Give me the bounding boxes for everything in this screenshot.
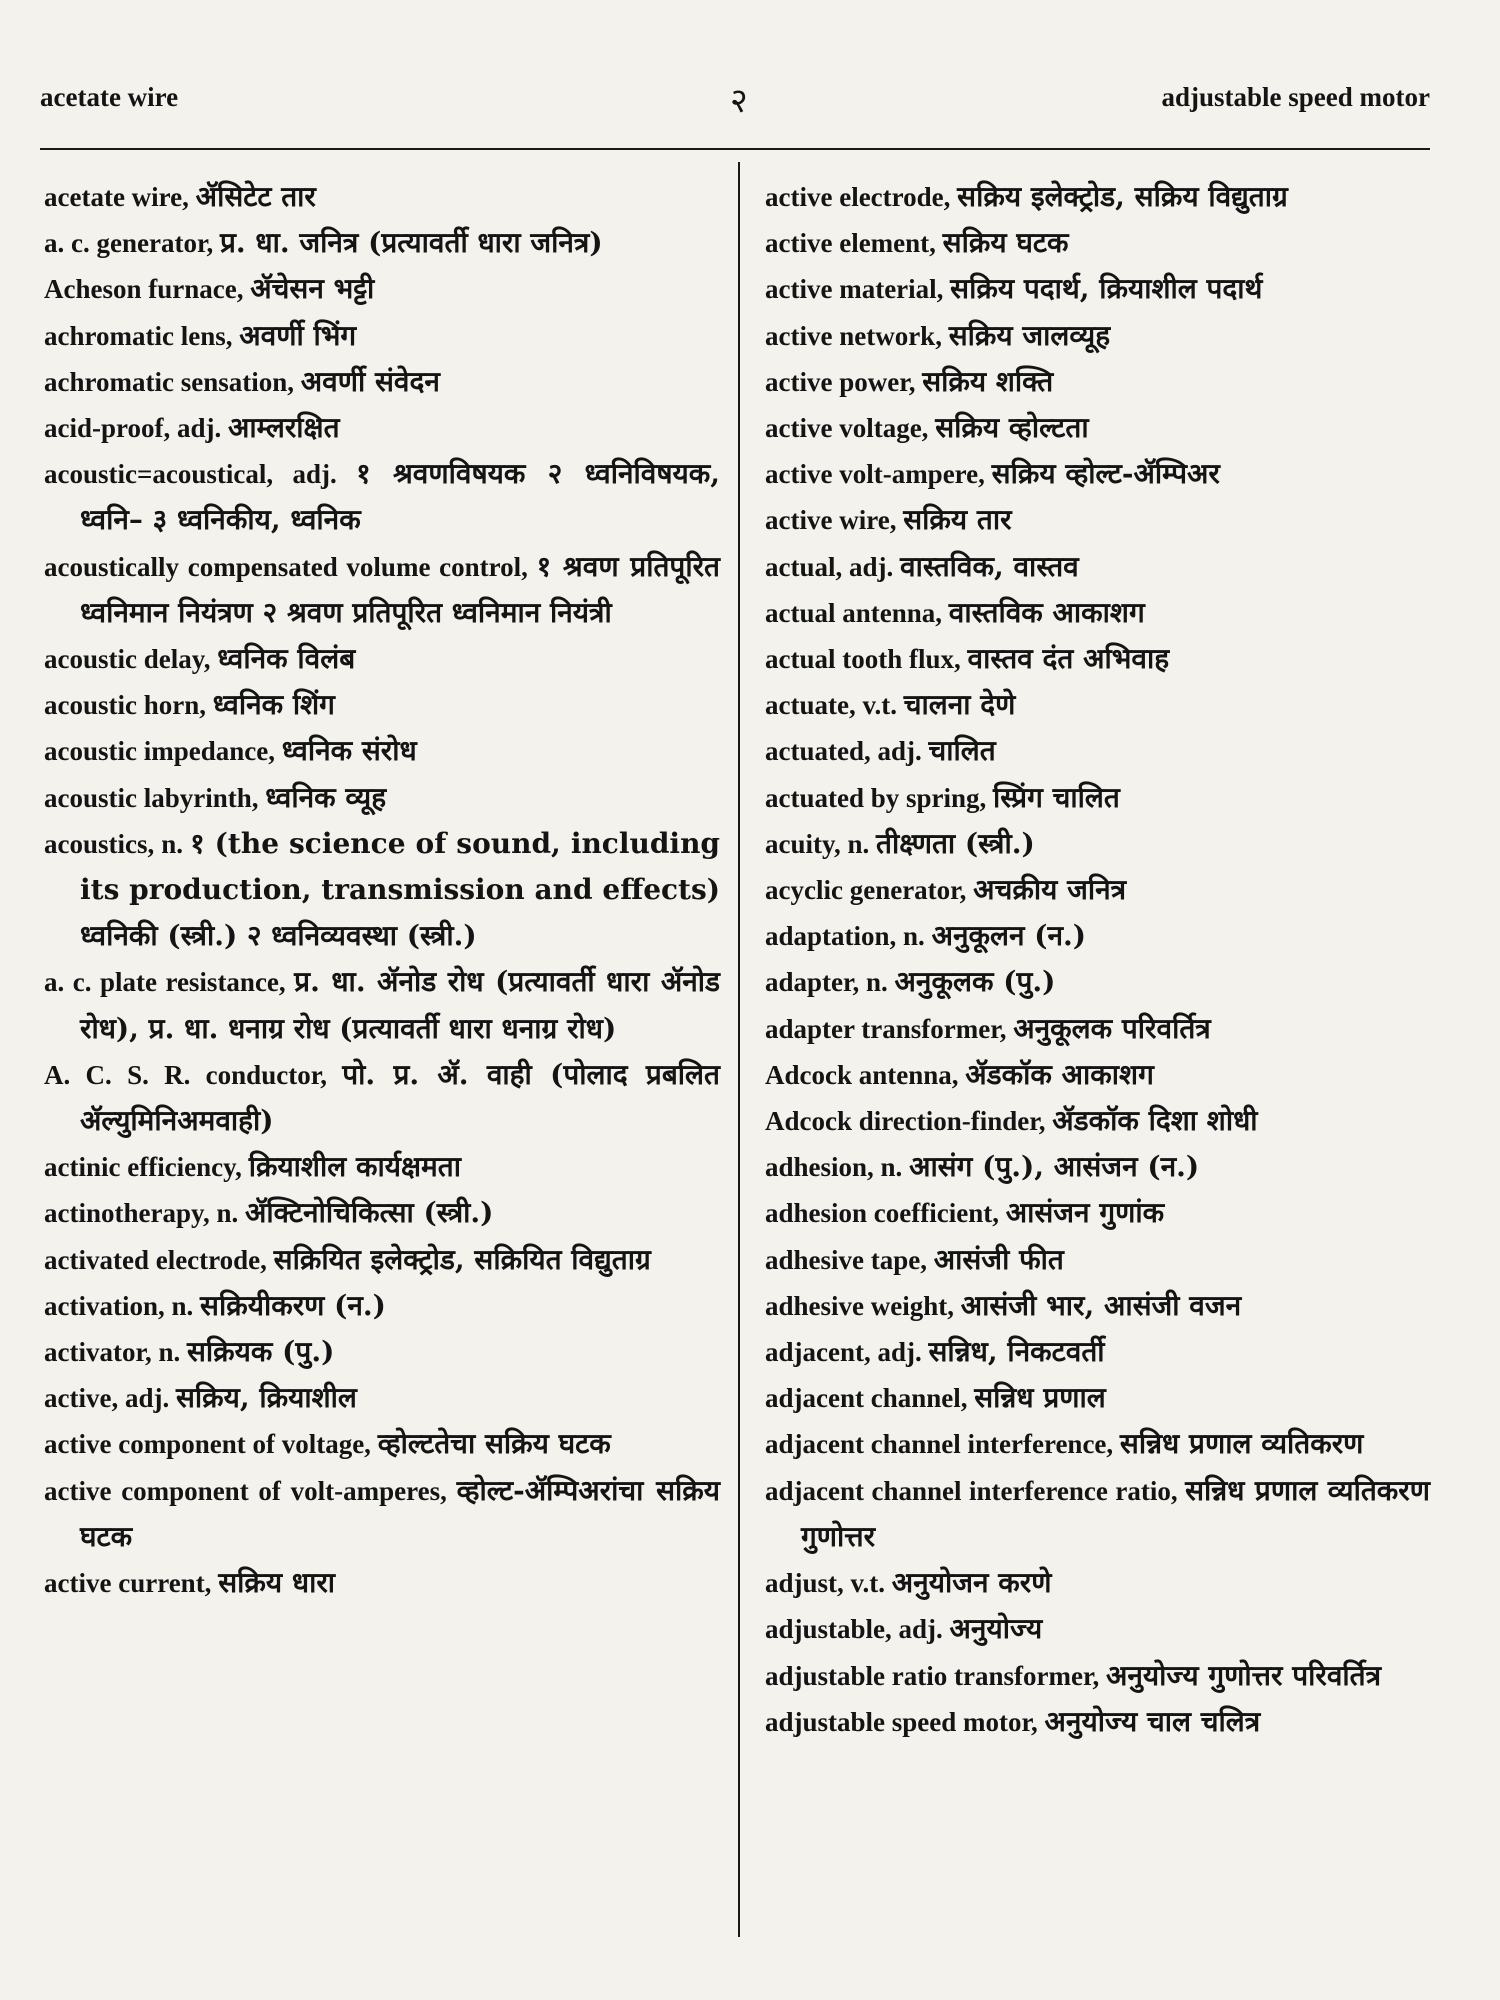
entry-term: active element,	[765, 228, 936, 259]
entry-definition: सक्रियीकरण (न.)	[200, 1288, 386, 1322]
entry-term: activator, n.	[44, 1337, 181, 1368]
dictionary-entry	[765, 544, 1430, 590]
entry-term: active volt-ampere,	[765, 459, 985, 490]
entry-definition: सक्रिय व्होल्टता	[935, 411, 1089, 445]
column-divider	[738, 162, 740, 1937]
entry-term: adjustable ratio transformer,	[765, 1660, 1100, 1691]
dictionary-entry	[765, 1052, 1430, 1098]
entry-definition: चालित	[928, 734, 996, 768]
entry-definition: अनुयोज्य गुणोत्तर परिवर्तित्र	[1105, 1658, 1382, 1692]
dictionary-entry	[765, 1653, 1430, 1699]
entry-term: active component of volt-amperes,	[44, 1475, 447, 1506]
entry-term: adjacent channel,	[765, 1383, 968, 1414]
entry-definition: सक्रिय शक्ति	[922, 364, 1054, 398]
entry-term: achromatic sensation,	[44, 366, 294, 397]
dictionary-entry	[765, 1375, 1430, 1421]
entry-definition: आसंग (पु.), आसंजन (न.)	[909, 1150, 1200, 1184]
entry-definition: स्प्रिंग चालित	[993, 780, 1120, 814]
dictionary-entry	[44, 266, 720, 312]
entry-definition: सक्रिय घटक	[942, 226, 1069, 260]
entry-definition: सक्रिय व्होल्ट-ॲम्पिअर	[991, 457, 1220, 491]
dictionary-entry	[765, 359, 1430, 405]
entry-definition: अचक्रीय जनित्र	[973, 873, 1127, 907]
entry-definition: सक्रिय, क्रियाशील	[175, 1381, 357, 1415]
entry-term: actuated, adj.	[765, 736, 922, 767]
entry-term: activated electrode,	[44, 1244, 267, 1275]
entry-definition: अनुकूलन (न.)	[931, 919, 1087, 953]
dictionary-entry	[765, 1190, 1430, 1236]
entry-term: adjustable, adj.	[765, 1614, 943, 1645]
dictionary-entry	[765, 1560, 1430, 1606]
entry-definition: अनुकूलक परिवर्तित्र	[1013, 1011, 1211, 1045]
dictionary-entry	[44, 728, 720, 774]
entry-definition: क्रियाशील कार्यक्षमता	[248, 1150, 461, 1184]
entry-term: adhesive weight,	[765, 1290, 954, 1321]
entry-term: active current,	[44, 1568, 212, 1599]
entry-definition: व्होल्टतेचा सक्रिय घटक	[377, 1427, 611, 1461]
dictionary-entry	[44, 1560, 720, 1606]
dictionary-entry	[44, 220, 720, 266]
dictionary-entry	[765, 590, 1430, 636]
dictionary-entry	[44, 682, 720, 728]
dictionary-entry	[44, 821, 720, 960]
entry-definition: सन्निध, निकटवर्ती	[928, 1335, 1105, 1369]
entry-definition: १ (the science of sound, including its production, transmission and effects) ध्वनिकी (स्त्री.) २ ध्वनिव्यवस्था (स्त्री.)	[80, 826, 721, 953]
dictionary-entry	[765, 1006, 1430, 1052]
dictionary-entry	[765, 174, 1430, 220]
entry-term: acyclic generator,	[765, 875, 967, 906]
entry-term: actual antenna,	[765, 597, 943, 628]
entry-term: active component of voltage,	[44, 1429, 371, 1460]
dictionary-entry	[765, 775, 1430, 821]
entry-term: active voltage,	[765, 413, 929, 444]
dictionary-entry	[44, 1144, 720, 1190]
entry-term: adjust, v.t.	[765, 1568, 886, 1599]
entry-definition: वास्तविक आकाशग	[948, 595, 1145, 629]
entry-term: adaptation, n.	[765, 921, 925, 952]
entry-term: active network,	[765, 320, 942, 351]
entry-definition: चालना देणे	[903, 688, 1016, 722]
entry-term: active material,	[765, 274, 944, 305]
entry-term: active wire,	[765, 505, 897, 536]
entry-definition: सक्रिय धारा	[218, 1566, 336, 1600]
dictionary-entry	[765, 266, 1430, 312]
left-column	[44, 174, 720, 1606]
entry-term: acoustic impedance,	[44, 736, 275, 767]
dictionary-entry	[44, 1421, 720, 1467]
entry-definition: अवर्णी संवेदन	[300, 364, 440, 398]
entry-definition: वास्तव दंत अभिवाह	[967, 642, 1170, 676]
entry-term: active, adj.	[44, 1383, 170, 1414]
header-last-word: adjustable speed motor	[1161, 82, 1430, 112]
dictionary-entry	[765, 728, 1430, 774]
entry-term: a. c. plate resistance,	[44, 967, 286, 998]
entry-term: achromatic lens,	[44, 320, 233, 351]
entry-term: actual, adj.	[765, 551, 894, 582]
entry-term: actual tooth flux,	[765, 644, 961, 675]
entry-definition: सक्रिय पदार्थ, क्रियाशील पदार्थ	[950, 272, 1263, 306]
entry-definition: ॲसिटेट तार	[195, 180, 316, 213]
dictionary-entry	[765, 821, 1430, 867]
entry-term: adjustable speed motor,	[765, 1706, 1038, 1737]
entry-definition: १ श्रवण प्रतिपूरित ध्वनिमान नियंत्रण २ श्रवण प्रतिपूरित ध्वनिमान नियंत्री	[80, 549, 721, 629]
entry-definition: सक्रियक (पु.)	[187, 1335, 335, 1369]
header-first-word: acetate wire	[40, 82, 179, 112]
dictionary-entry	[44, 313, 720, 359]
entry-definition: सन्निध प्रणाल	[974, 1381, 1106, 1415]
entry-definition: ध्वनिक व्यूह	[265, 780, 387, 814]
entry-term: active power,	[765, 366, 916, 397]
entry-term: acoustic=acoustical, adj.	[44, 459, 337, 490]
entry-term: adhesive tape,	[765, 1244, 927, 1275]
entry-term: activation, n.	[44, 1290, 194, 1321]
dictionary-entry	[765, 220, 1430, 266]
dictionary-entry	[765, 1699, 1430, 1745]
entry-term: actuated by spring,	[765, 782, 987, 813]
entry-definition: ॲडकॉक आकाशग	[965, 1057, 1154, 1091]
entry-term: actuate, v.t.	[765, 690, 897, 721]
dictionary-entry	[44, 544, 720, 636]
dictionary-entry	[44, 1375, 720, 1421]
page-header	[40, 82, 1430, 132]
entry-term: A. C. S. R. conductor,	[44, 1059, 327, 1090]
entry-term: acetate wire,	[44, 182, 189, 212]
entry-definition: आसंजन गुणांक	[1005, 1196, 1165, 1230]
entry-definition: १ श्रवणविषयक २ ध्वनिविषयक, ध्वनि– ३ ध्वनिकीय, ध्वनिक	[80, 457, 721, 537]
entry-definition: अनुयोज्य चाल चलित्र	[1044, 1704, 1261, 1738]
entry-term: actinic efficiency,	[44, 1152, 242, 1183]
entry-definition: सन्निध प्रणाल व्यतिकरण गुणोत्तर	[801, 1473, 1431, 1553]
entry-term: actinotherapy, n.	[44, 1198, 239, 1229]
entry-definition: सक्रिय जालव्यूह	[948, 318, 1111, 352]
right-column	[765, 174, 1430, 1745]
entry-term: acoustic horn,	[44, 690, 206, 721]
entry-definition: आसंजी भार, आसंजी वजन	[960, 1288, 1242, 1322]
dictionary-entry	[765, 1144, 1430, 1190]
entry-term: acid-proof, adj.	[44, 413, 222, 444]
dictionary-entry	[765, 867, 1430, 913]
entry-definition: अनुयोजन करणे	[891, 1566, 1052, 1600]
entry-definition: सन्निध प्रणाल व्यतिकरण	[1119, 1427, 1364, 1461]
entry-definition: अवर्णी भिंग	[239, 318, 357, 352]
entry-term: acuity, n.	[765, 828, 870, 859]
dictionary-entry	[44, 1190, 720, 1236]
header-rule	[40, 148, 1430, 150]
entry-term: adapter, n.	[765, 967, 888, 998]
entry-term: acoustically compensated volume control,	[44, 551, 528, 582]
entry-term: adhesion, n.	[765, 1152, 903, 1183]
entry-definition: व्होल्ट-ॲम्पिअरांचा सक्रिय घटक	[80, 1473, 721, 1553]
dictionary-entry	[44, 959, 720, 1051]
entry-definition: सक्रिय तार	[903, 503, 1012, 537]
entry-definition: ध्वनिक विलंब	[217, 642, 356, 676]
entry-definition: सक्रियित इलेक्ट्रोड, सक्रियित विद्युताग्र	[273, 1242, 651, 1276]
entry-definition: अनुकूलक (पु.)	[894, 965, 1056, 999]
dictionary-entry	[765, 451, 1430, 497]
dictionary-entry	[44, 405, 720, 451]
dictionary-entry	[765, 1283, 1430, 1329]
entry-definition: ध्वनिक संरोध	[281, 734, 417, 768]
entry-definition: आसंजी फीत	[933, 1242, 1064, 1276]
dictionary-entry	[44, 359, 720, 405]
dictionary-entry	[765, 405, 1430, 451]
dictionary-entry	[44, 636, 720, 682]
dictionary-entry	[44, 174, 720, 220]
dictionary-entry	[765, 913, 1430, 959]
dictionary-entry	[765, 636, 1430, 682]
entry-definition: प्र. धा. ॲनोड रोध (प्रत्यावर्ती धारा ॲनोड रोध), प्र. धा. धनाग्र रोध (प्रत्यावर्ती धारा धनाग्र रोध)	[80, 965, 721, 1045]
entry-term: active electrode,	[765, 182, 951, 212]
entry-term: adjacent channel interference ratio,	[765, 1475, 1178, 1506]
entry-definition: ध्वनिक शिंग	[212, 688, 335, 722]
dictionary-entry	[765, 1237, 1430, 1283]
dictionary-entry	[765, 497, 1430, 543]
dictionary-entry	[765, 959, 1430, 1005]
entry-definition: वास्तविक, वास्तव	[900, 549, 1079, 583]
entry-term: Acheson furnace,	[44, 274, 244, 305]
entry-term: adjacent, adj.	[765, 1337, 922, 1368]
entry-definition: ॲचेसन भट्टी	[250, 272, 375, 306]
dictionary-entry	[765, 1329, 1430, 1375]
entry-term: adapter transformer,	[765, 1013, 1007, 1044]
entry-definition: आम्लरक्षित	[228, 411, 340, 445]
dictionary-entry	[44, 1283, 720, 1329]
entry-term: adhesion coefficient,	[765, 1198, 999, 1229]
entry-definition: ॲडकॉक दिशा शोधी	[1052, 1104, 1258, 1138]
dictionary-entry	[765, 1421, 1430, 1467]
entry-definition: अनुयोज्य	[949, 1612, 1043, 1646]
entry-definition: सक्रिय इलेक्ट्रोड, सक्रिय विद्युताग्र	[957, 180, 1288, 213]
entry-definition: ॲक्टिनोचिकित्सा (स्त्री.)	[245, 1196, 494, 1230]
entry-term: acoustic delay,	[44, 644, 211, 675]
dictionary-entry	[44, 1329, 720, 1375]
entry-term: a. c. generator,	[44, 228, 214, 259]
dictionary-entry	[44, 775, 720, 821]
dictionary-entry	[44, 1468, 720, 1560]
dictionary-entry	[44, 1237, 720, 1283]
entry-definition: पो. प्र. ॲ. वाही (पोलाद प्रबलित ॲल्युमिनिअमवाही)	[80, 1057, 720, 1138]
entry-definition: तीक्ष्णता (स्त्री.)	[876, 826, 1035, 860]
entry-term: Adcock antenna,	[765, 1059, 959, 1090]
page-number: २	[730, 83, 748, 120]
entry-definition: प्र. धा. जनित्र (प्रत्यावर्ती धारा जनित्र)	[219, 226, 603, 260]
dictionary-entry	[44, 451, 720, 543]
entry-term: acoustics, n.	[44, 828, 184, 859]
dictionary-entry	[765, 682, 1430, 728]
dictionary-entry	[765, 1468, 1430, 1560]
dictionary-entry	[765, 1606, 1430, 1652]
entry-term: Adcock direction-finder,	[765, 1106, 1046, 1137]
dictionary-entry	[765, 313, 1430, 359]
entry-term: acoustic labyrinth,	[44, 782, 259, 813]
dictionary-entry	[765, 1098, 1430, 1144]
entry-term: adjacent channel interference,	[765, 1429, 1114, 1460]
dictionary-entry	[44, 1052, 720, 1144]
